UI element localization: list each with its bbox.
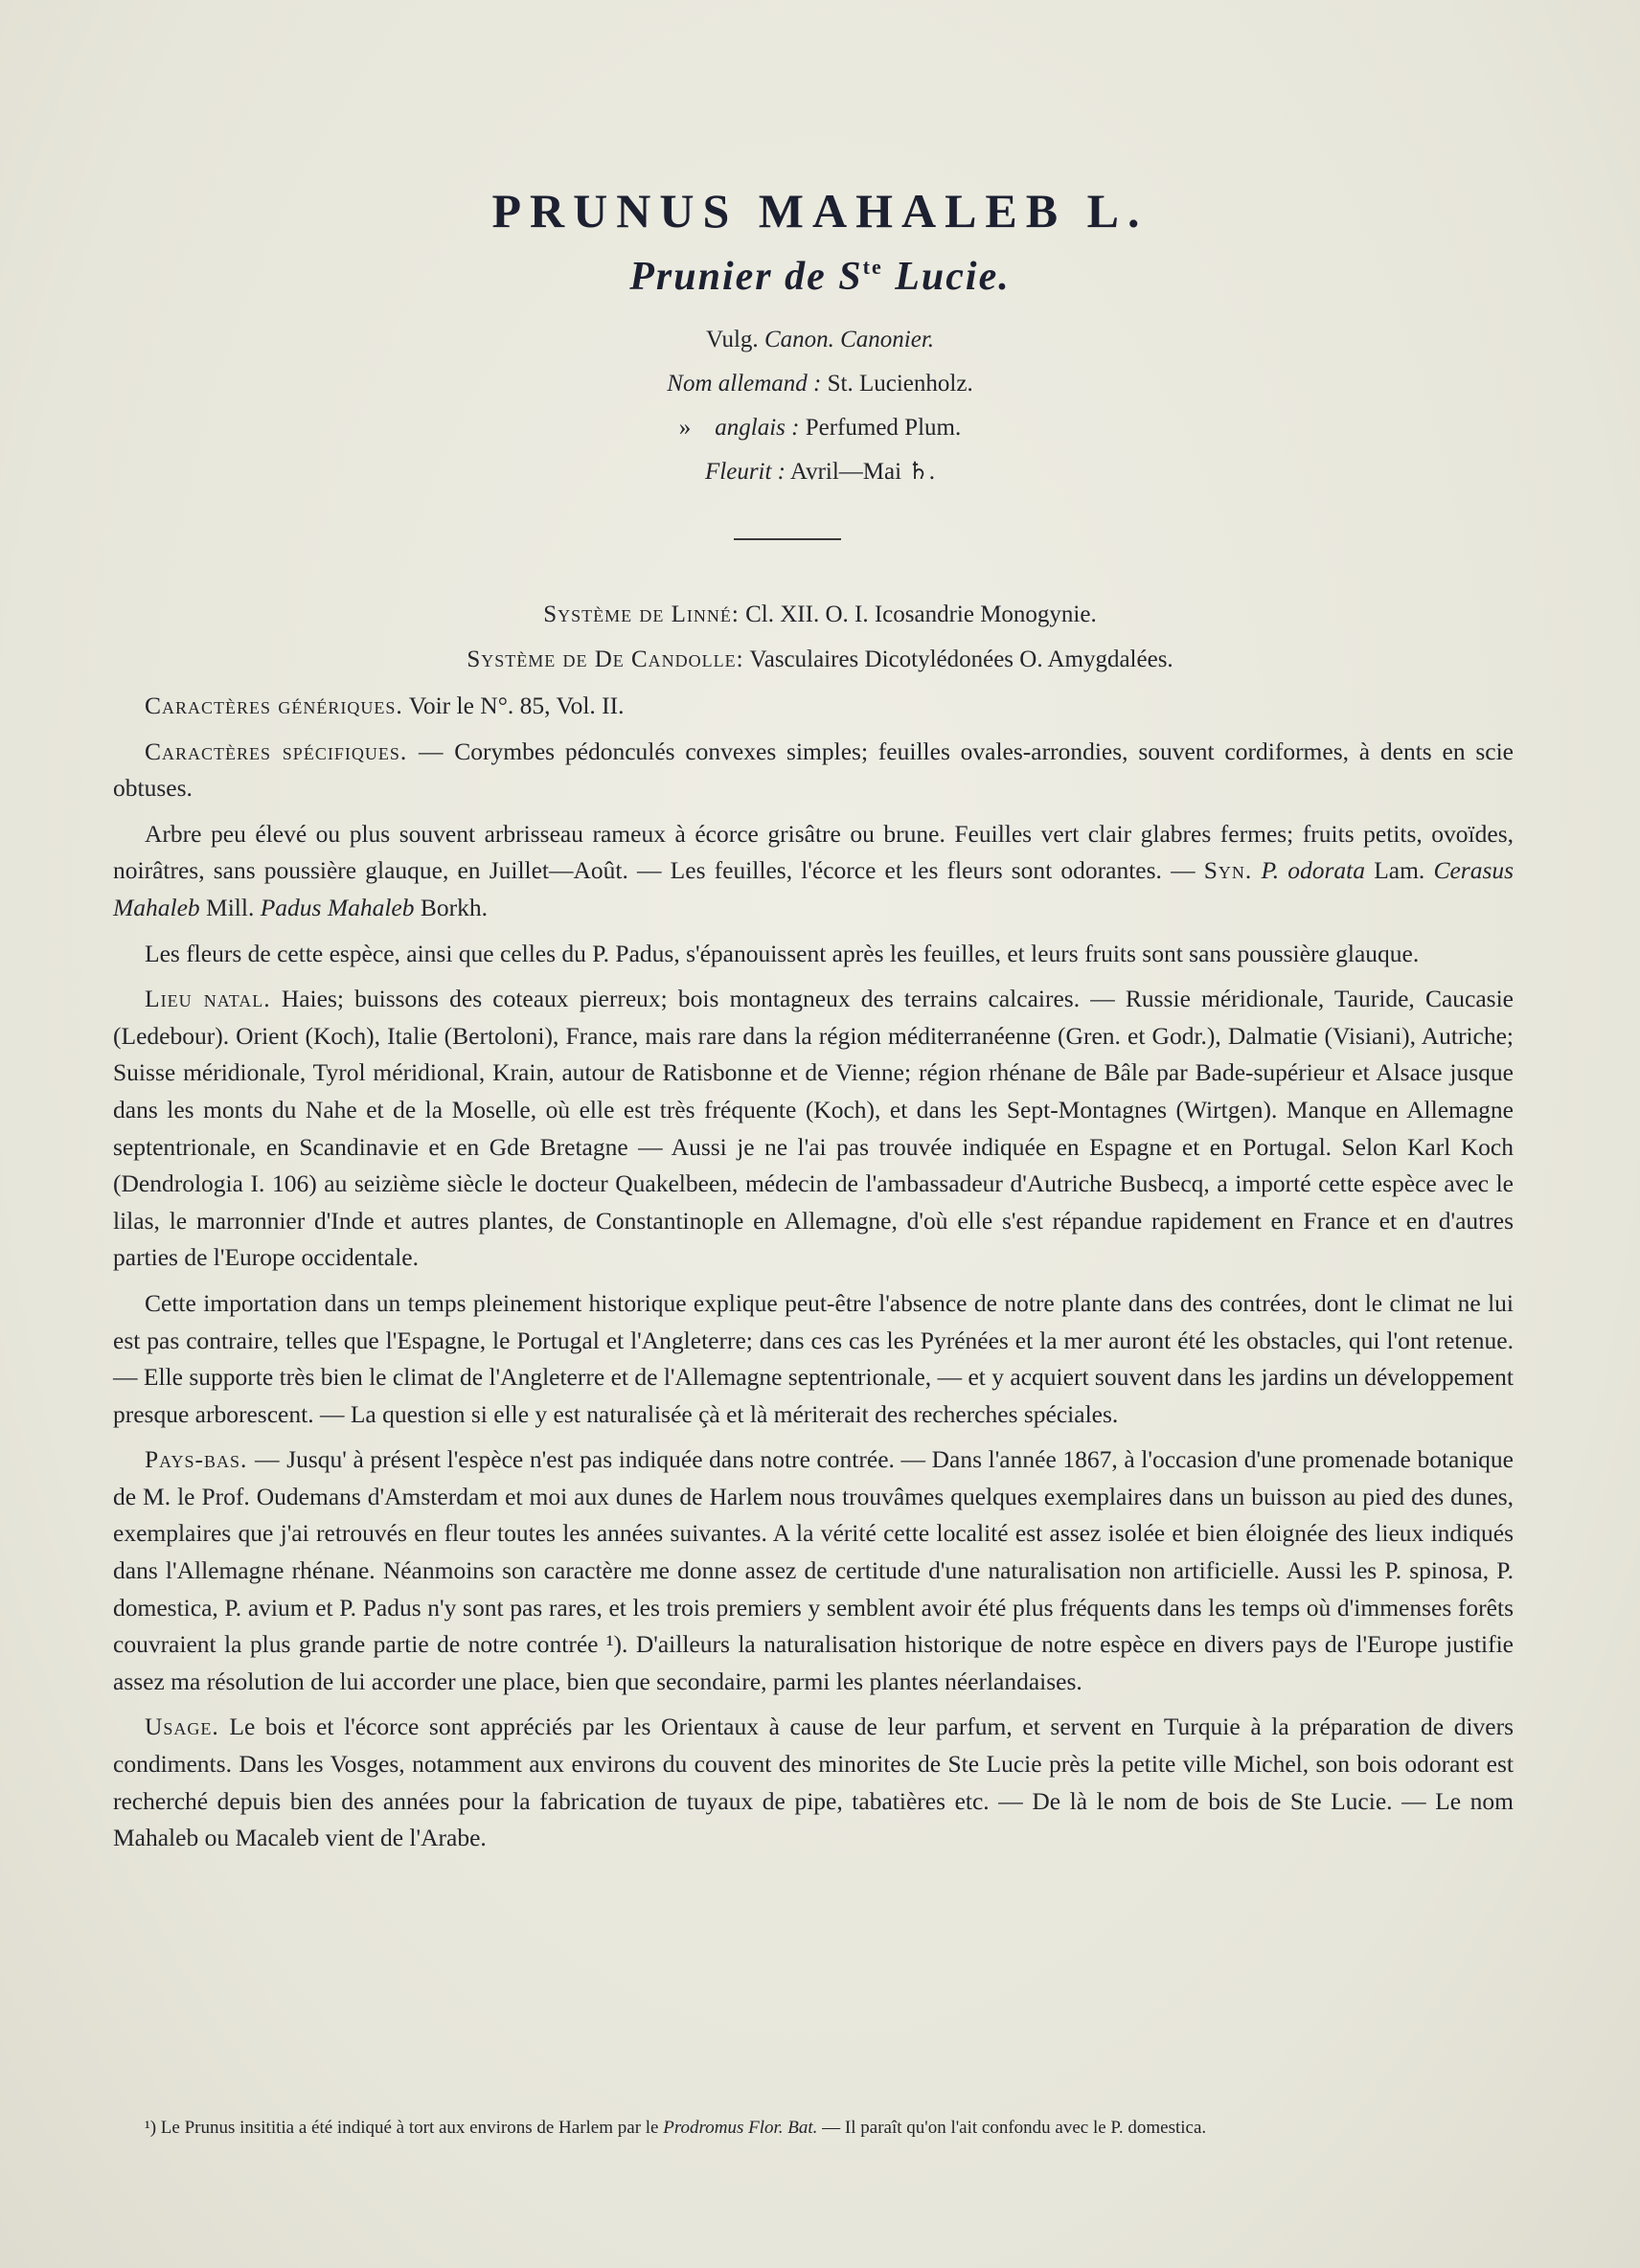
generic-label: Caractères génériques. bbox=[145, 692, 403, 719]
common-names bbox=[0, 318, 1640, 494]
flowers-paragraph bbox=[113, 936, 1514, 973]
page-title: PRUNUS MAHALEB L. bbox=[491, 184, 1149, 238]
separator-rule bbox=[734, 538, 841, 540]
importation-text: Cette importation dans un temps pleinement historique explique peut-être l'absence de notre plante dans des contrées, dont le climat ne lui est pas contraire, telles que l'Espagne, le Portugal et l'Angleterre; dans ces cas les Pyrénées et la mer auront été les obstacles, qui l'ont retenue. — Elle supporte très bien le climat de l'Angleterre et de l'Allemagne septentrionale, — et y acquiert souvent dans les jardins un développement presque arborescent. — La question si elle y est naturalisée çà et là mériterait des recherches spéciales. bbox=[113, 1288, 1514, 1428]
subtitle-text: Prunier de S bbox=[629, 255, 863, 299]
netherlands-text: Jusqu' à présent l'espèce n'est pas indiquée dans notre contrée. — Dans l'année 1867, à l'occasion d'une promenade botanique de M. le Prof. Oudemans d'Amsterdam et moi aux dunes de Harlem nous trouvâmes quelques exemplaires dans un buisson au pied des dunes, exemplaires que j'ai retrouvés en fleur toutes les années suivantes. A la vérité cette localité est assez isolée et bien éloignée des lieux indiqués dans l'Allemagne rhénane. Néanmoins son caractère me donne assez de certitude d'une naturalisation non artificielle. Aussi les P. spinosa, P. domestica, P. avium et P. Padus n'y sont pas rares, et les trois premiers y semblent avoir été plus fréquents dans les temps où d'immenses forêts couvraient la plus grande partie de notre contrée ¹). D'ailleurs la naturalisation historique de notre espèce en divers pays de l'Europe justifie assez ma résolution de lui accorder une place, bien que secondaire, parmi les plantes néerlandaises. bbox=[113, 1445, 1515, 1695]
flowers-text: Les fleurs de cette espèce, ainsi que celles du P. Padus, s'épanouissent après les feuilles, et leurs fruits sont sans poussière glauque. bbox=[145, 939, 1420, 967]
synonym-1-author: Lam. bbox=[1374, 856, 1425, 885]
description-text: Arbre peu élevé ou plus souvent arbrisseau rameux à écorce grisâtre ou brune. Feuilles vert clair glabres fermes; fruits petits, ovoïdes, noirâtres, sans poussière glauque, en Juillet—Août. — Les feuilles, l'écorce et les fleurs sont odorantes. — bbox=[113, 819, 1514, 885]
flowering-value: Avril—Mai ♄. bbox=[789, 459, 935, 485]
candolle-label: Système de De Candolle: bbox=[467, 646, 744, 672]
description-paragraph bbox=[113, 816, 1514, 927]
ditto-mark: » bbox=[678, 415, 692, 441]
candolle-system-line bbox=[0, 637, 1640, 682]
german-name: St. Lucienholz. bbox=[827, 371, 973, 397]
generic-text: Voir le N°. 85, Vol. II. bbox=[408, 692, 625, 719]
flowering-line bbox=[0, 450, 1640, 494]
vulgar-label: Vulg. bbox=[705, 327, 759, 352]
classification-systems bbox=[0, 592, 1640, 682]
linne-value: Cl. XII. O. I. Icosandrie Monogynie. bbox=[745, 601, 1097, 627]
footnote bbox=[113, 2113, 1514, 2143]
english-name: Perfumed Plum. bbox=[805, 415, 962, 441]
habitat-text: Haies; buissons des coteaux pierreux; bois montagneux des terrains calcaires. — Russie méridionale, Tauride, Caucasie (Ledebour). Orient (Koch), Italie (Bertoloni), France, mais rare dans la région méditerranéenne (Gren. et Godr.), Dalmatie (Visiani), Autriche; Suisse méridionale, Tyrol méridional, Krain, autour de Ratisbonne et de Vienne; région rhénane de Bâle par Bade-supérieur et Alsace jusque dans les monts du Nahe et de la Moselle, où elle est très fréquente (Koch), et dans les Sept-Montagnes (Wirtgen). Manque en Allemagne septentrionale, en Scandinavie et en Gde Bretagne — Aussi je ne l'ai pas trouvée indiquée en Espagne et en Portugal. Selon Karl Koch (Dendrologia I. 106) au seizième siècle le docteur Quakelbeen, médecin de l'ambassadeur d'Autriche Busbecq, a importé cette espèce avec le lilas, le marronnier d'Inde et autres plantes, de Constantinople en Allemagne, d'où elle s'est répandue rapidement en France et en d'autres parties de l'Europe occidentale. bbox=[113, 985, 1514, 1272]
importation-paragraph bbox=[113, 1285, 1514, 1433]
linne-system-line bbox=[0, 592, 1640, 637]
generic-characters-paragraph bbox=[113, 688, 1514, 725]
synonym-1: P. odorata bbox=[1261, 856, 1366, 885]
main-text bbox=[113, 688, 1514, 1866]
footnote-text: Le Prunus insititia a été indiqué à tort aux environs de Harlem par le bbox=[160, 2118, 659, 2138]
synonym-label: Syn. bbox=[1203, 856, 1253, 885]
specific-label: Caractères spécifiques. — bbox=[145, 737, 444, 765]
linne-label: Système de Linné: bbox=[543, 601, 740, 627]
subtitle-sup: te bbox=[862, 255, 883, 279]
candolle-value: Vasculaires Dicotylédonées O. Amygdalées. bbox=[749, 646, 1173, 672]
german-label: Nom allemand : bbox=[667, 371, 822, 397]
netherlands-label: Pays-bas. — bbox=[145, 1445, 281, 1474]
synonym-2-author: Mill. bbox=[206, 893, 255, 921]
vulgar-name-line bbox=[0, 318, 1640, 362]
specific-characters-paragraph bbox=[113, 734, 1514, 807]
habitat-paragraph bbox=[113, 981, 1514, 1277]
footnote-text-end: — Il paraît qu'on l'ait confondu avec le P. domestica. bbox=[822, 2118, 1207, 2138]
synonym-2: Cerasus Mahaleb bbox=[113, 856, 1515, 921]
german-name-line bbox=[0, 362, 1640, 406]
habitat-label: Lieu natal. bbox=[145, 985, 271, 1013]
footnote-marker: ¹) bbox=[145, 2118, 157, 2138]
subtitle-text-end: Lucie. bbox=[882, 255, 1011, 299]
species-header bbox=[0, 182, 1640, 494]
usage-label: Usage. bbox=[145, 1712, 219, 1741]
netherlands-paragraph bbox=[113, 1441, 1514, 1700]
page-subtitle bbox=[0, 239, 1640, 305]
english-name-line bbox=[0, 406, 1640, 450]
synonym-3-author: Borkh. bbox=[420, 893, 488, 921]
usage-text: Le bois et l'écorce sont appréciés par les Orientaux à cause de leur parfum, et servent en Turquie à la préparation de divers condiments. Dans les Vosges, notamment aux environs du couvent des minorites de Ste Lucie près la petite ville Michel, son bois odorant est recherché depuis bien des années pour la fabrication de tuyaux de pipe, tabatières etc. — De là le nom de bois de Ste Lucie. — Le nom Mahaleb ou Macaleb vient de l'Arabe. bbox=[113, 1712, 1515, 1852]
flowering-label: Fleurit : bbox=[705, 459, 786, 485]
english-label: anglais : bbox=[715, 415, 800, 441]
specific-text: Corymbes pédonculés convexes simples; feuilles ovales-arrondies, souvent cordiformes, à dents en scie obtuses. bbox=[113, 737, 1514, 803]
synonym-3: Padus Mahaleb bbox=[260, 893, 415, 921]
footnote-source: Prodromus Flor. Bat. bbox=[663, 2118, 818, 2138]
usage-paragraph bbox=[113, 1709, 1514, 1856]
vulgar-names: Canon. Canonier. bbox=[763, 327, 935, 352]
